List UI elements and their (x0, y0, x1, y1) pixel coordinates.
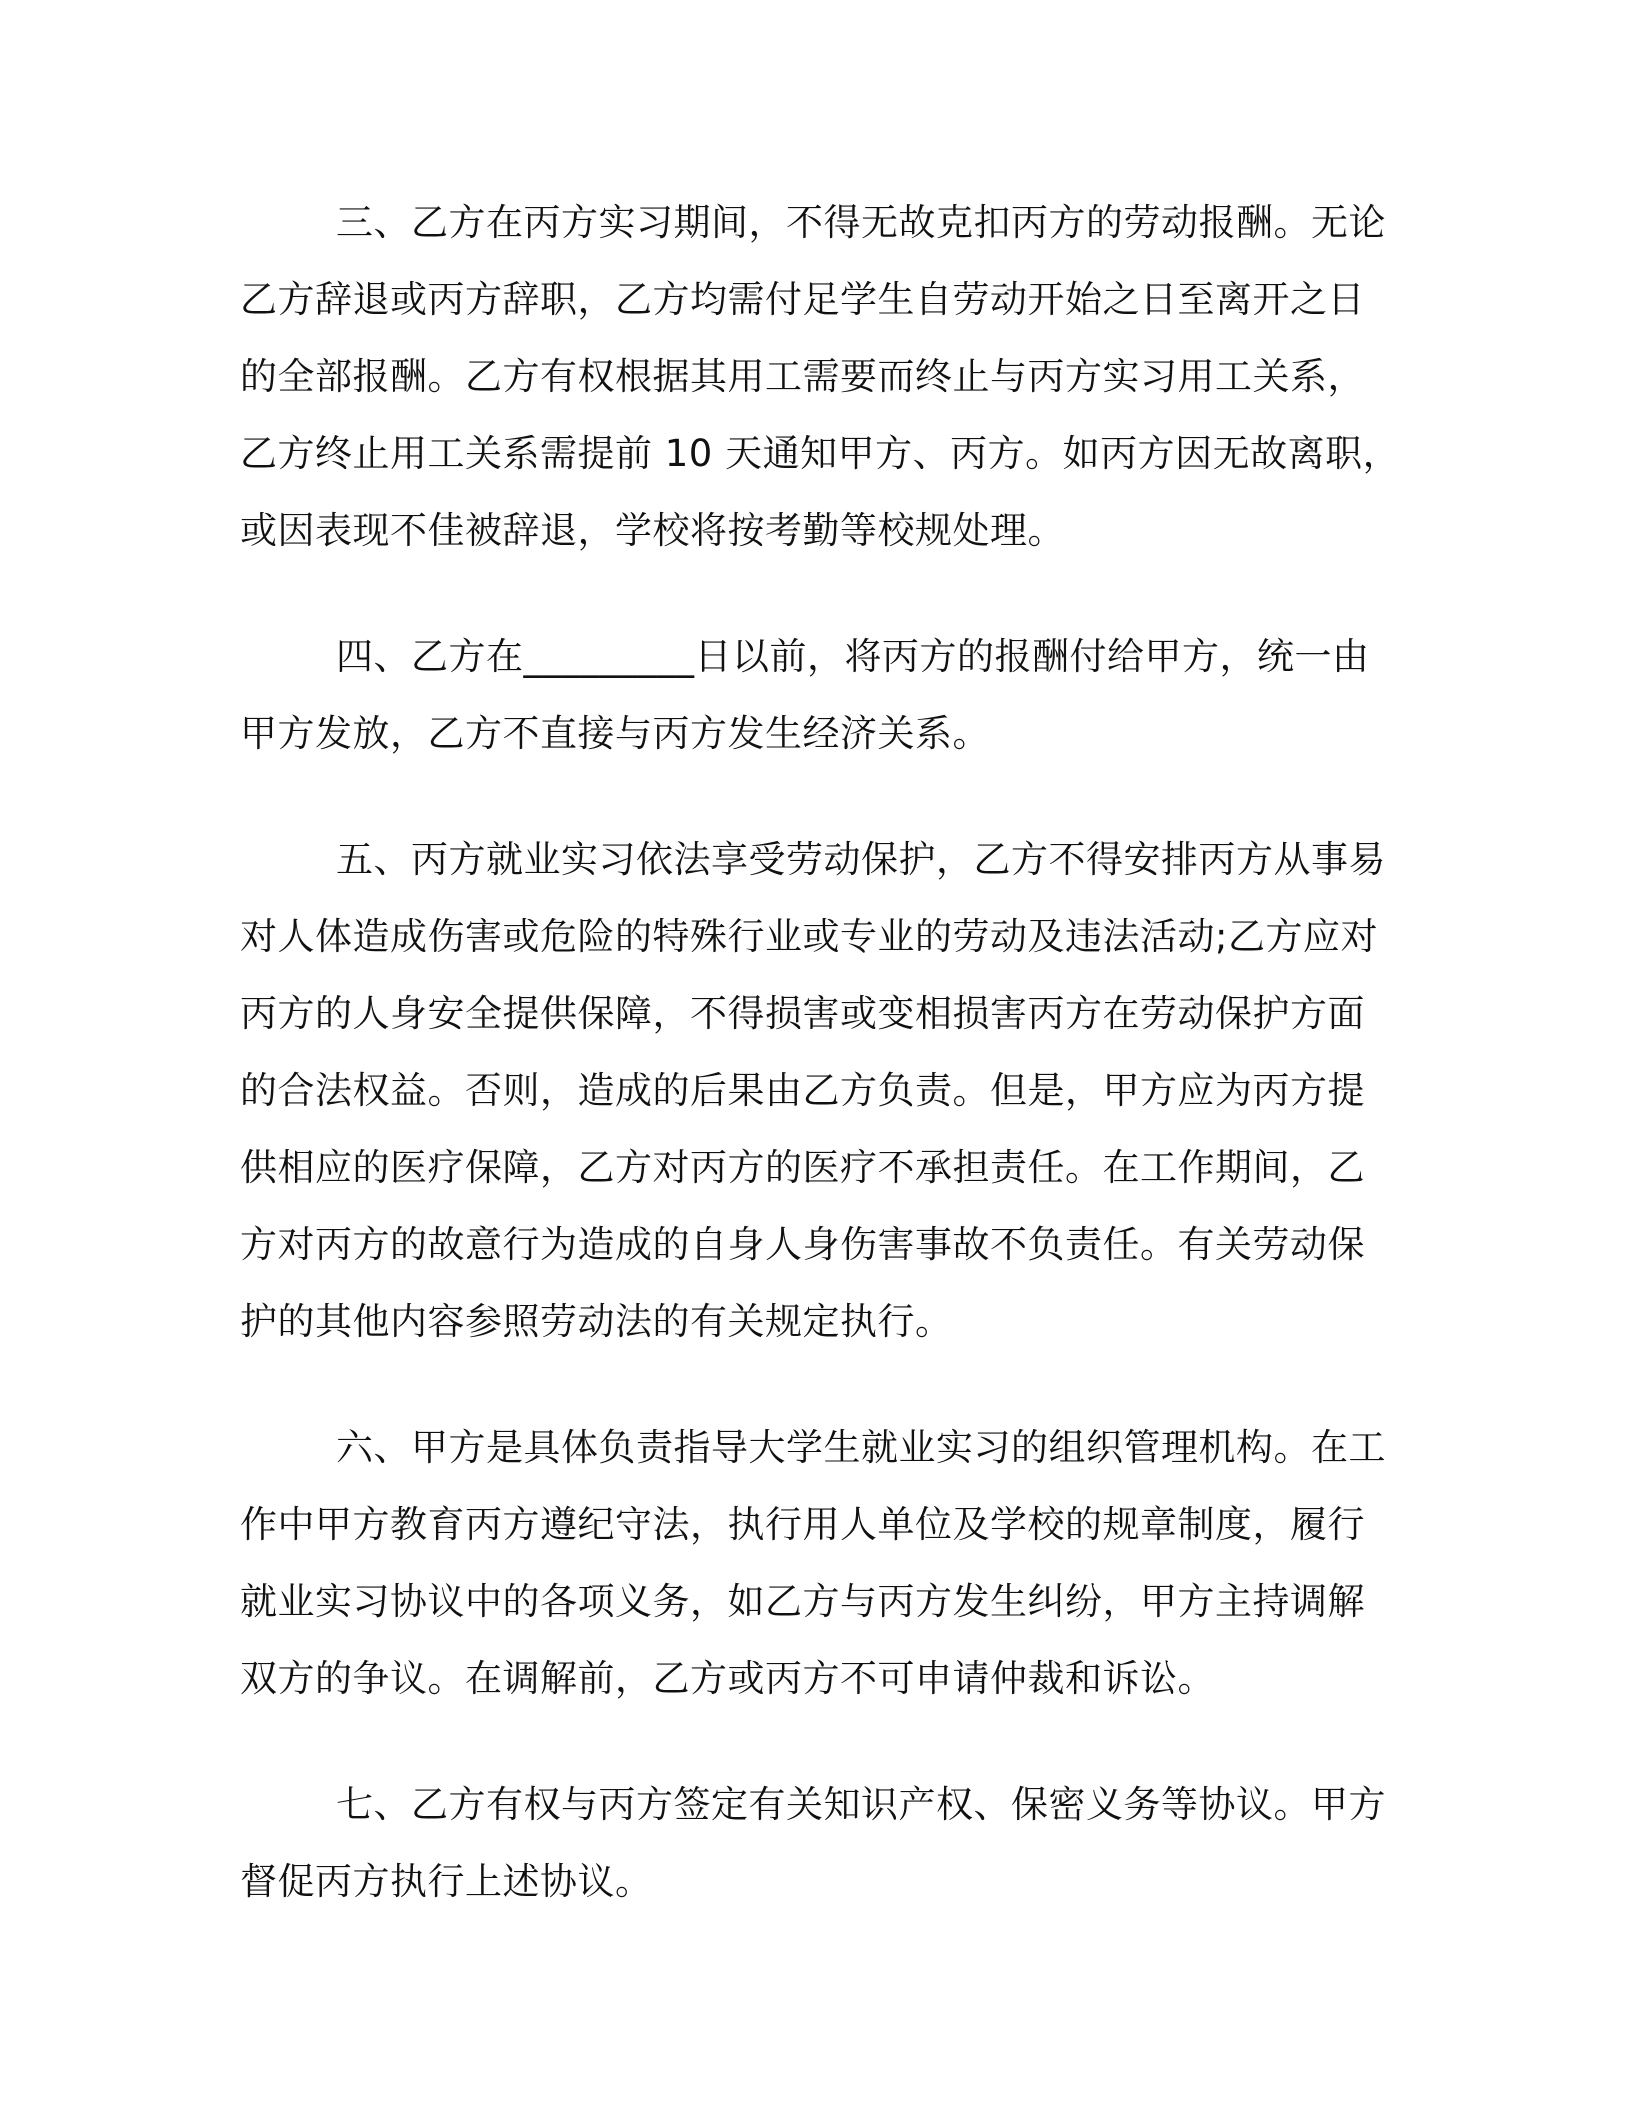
clause-6 (240, 1409, 1388, 1717)
text-line: 对人体造成伤害或危险的特殊行业或专业的劳动及违法活动;乙方应对 (240, 915, 1378, 958)
clause-7 (240, 1766, 1388, 1920)
text-line: 乙方辞退或丙方辞职，乙方均需付足学生自劳动开始之日至离开之日 (240, 278, 1365, 321)
text-line: 作中甲方教育丙方遵纪守法，执行用人单位及学校的规章制度，履行 (240, 1503, 1365, 1546)
clause-4 (240, 618, 1388, 772)
text-line: 或因表现不佳被辞退，学校将按考勤等校规处理。 (240, 509, 1065, 552)
text-line: 供相应的医疗保障，乙方对丙方的医疗不承担责任。在工作期间，乙 (240, 1146, 1365, 1189)
text-line: 双方的争议。在调解前，乙方或丙方不可申请仲裁和诉讼。 (240, 1657, 1215, 1700)
text-line: 五、丙方就业实习依法享受劳动保护，乙方不得安排丙方从事易 (336, 838, 1386, 881)
clause-5 (240, 821, 1388, 1360)
text-line: 乙方终止用工关系需提前 10 天通知甲方、丙方。如丙方因无故离职， (240, 432, 1401, 475)
clause-3 (240, 184, 1401, 569)
text-line: 丙方的人身安全提供保障，不得损害或变相损害丙方在劳动保护方面 (240, 992, 1365, 1035)
text-line: 督促丙方执行上述协议。 (240, 1860, 653, 1903)
text-line: 就业实习协议中的各项义务，如乙方与丙方发生纠纷，甲方主持调解 (240, 1580, 1365, 1623)
text-line: 四、乙方在_________日以前，将丙方的报酬付给甲方，统一由 (336, 635, 1370, 678)
text-line: 甲方发放，乙方不直接与丙方发生经济关系。 (240, 712, 990, 755)
text-line: 七、乙方有权与丙方签定有关知识产权、保密义务等协议。甲方 (336, 1783, 1386, 1826)
document-body (240, 184, 1401, 1969)
text-line: 的全部报酬。乙方有权根据其用工需要而终止与丙方实习用工关系， (240, 355, 1365, 398)
text-line: 六、甲方是具体负责指导大学生就业实习的组织管理机构。在工 (336, 1426, 1386, 1469)
text-line: 护的其他内容参照劳动法的有关规定执行。 (240, 1300, 953, 1343)
text-line: 方对丙方的故意行为造成的自身人身伤害事故不负责任。有关劳动保 (240, 1223, 1365, 1266)
text-line: 三、乙方在丙方实习期间，不得无故克扣丙方的劳动报酬。无论 (336, 201, 1386, 244)
text-line: 的合法权益。否则，造成的后果由乙方负责。但是，甲方应为丙方提 (240, 1069, 1365, 1112)
